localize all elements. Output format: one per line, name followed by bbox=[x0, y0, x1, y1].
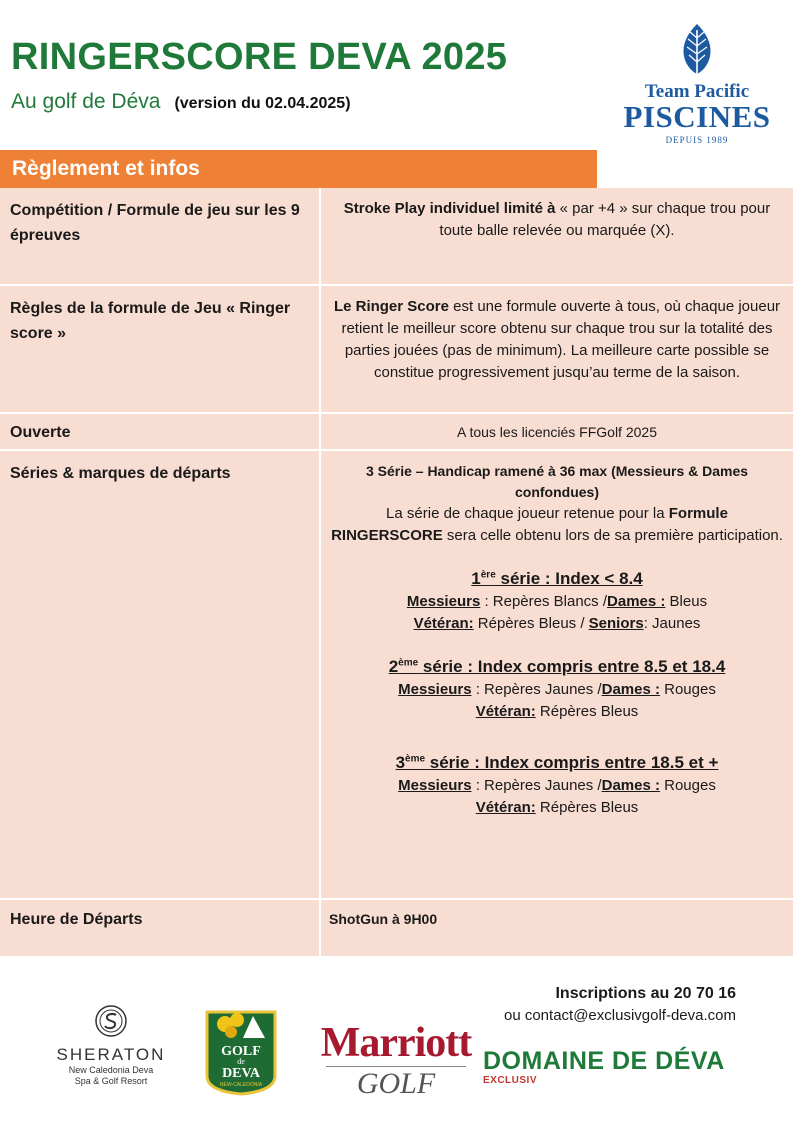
series-3-vet bbox=[329, 797, 785, 819]
series-1-women-label: Dames : bbox=[607, 593, 666, 610]
series-2-women-value: Rouges bbox=[659, 681, 716, 698]
version-label: (version du 02.04.2025) bbox=[174, 95, 351, 112]
series-1-men bbox=[329, 591, 785, 613]
start-label: Heure de Départs bbox=[0, 899, 320, 957]
domaine-sub: EXCLUSIV bbox=[483, 1075, 538, 1086]
series-1-text: série : Index < 8.4 bbox=[495, 569, 643, 588]
series-3-men-label: Messieurs bbox=[398, 777, 472, 794]
table-row bbox=[0, 899, 794, 957]
series-1-sup: ère bbox=[480, 569, 496, 581]
sheraton-logo bbox=[52, 1004, 170, 1087]
since-label: DEPUIS 1989 bbox=[665, 135, 729, 145]
series-2-women-label: Dames : bbox=[601, 681, 660, 698]
competition-label: Compétition / Formule de jeu sur les 9 épreuves bbox=[0, 188, 320, 285]
contact-email[interactable]: ou contact@exclusivgolf-deva.com bbox=[503, 1007, 736, 1024]
series-3-women-label: Dames : bbox=[601, 777, 660, 794]
series-2-vet-label: Vétéran: bbox=[475, 703, 536, 720]
rules-table bbox=[0, 188, 794, 958]
table-row bbox=[0, 450, 794, 899]
series-3-vet-value: Répères Bleus bbox=[535, 799, 639, 816]
series-intro-bold: 3 Série – Handicap ramené à 36 max (Messieurs & Dames confondues) bbox=[365, 463, 749, 500]
subtitle-row bbox=[11, 90, 351, 114]
series-3-women-value: Rouges bbox=[659, 777, 716, 794]
golf-deva-line2: de bbox=[237, 1057, 245, 1066]
competition-value-rest: « par +4 » sur chaque trou pour toute balle relevée ou marquée (X). bbox=[439, 200, 771, 239]
series-2-text: série : Index compris entre 8.5 et 18.4 bbox=[418, 657, 726, 676]
series-3-num: 3 bbox=[395, 753, 406, 772]
start-value: ShotGun à 9H00 bbox=[320, 899, 794, 957]
series-1-women-value: Bleus bbox=[665, 593, 708, 610]
sheraton-name: SHERATON bbox=[56, 1045, 166, 1064]
series-1-num: 1 bbox=[471, 569, 481, 588]
sheraton-emblem-icon bbox=[94, 1004, 128, 1038]
rules-value-bold: Le Ringer Score bbox=[333, 298, 449, 315]
marriott-golf-label: GOLF bbox=[356, 1067, 436, 1100]
section-title-bar: Règlement et infos bbox=[0, 150, 597, 188]
page-subtitle: Au golf de Déva bbox=[11, 90, 161, 113]
series-2-vet bbox=[329, 701, 785, 723]
series-2-men-label: Messieurs bbox=[398, 681, 472, 698]
series-label: Séries & marques de départs bbox=[0, 450, 320, 899]
series-2-vet-value: Répères Bleus bbox=[535, 703, 639, 720]
golf-deva-line3: DEVA bbox=[222, 1066, 260, 1081]
series-1-vet-label: Vétéran: bbox=[413, 615, 474, 632]
series-intro-formula: Formule RINGERSCORE bbox=[331, 505, 728, 544]
competition-value-bold: Stroke Play individuel limité à bbox=[343, 200, 556, 217]
rules-label: Règles de la formule de Jeu « Ringer score » bbox=[0, 285, 320, 413]
contact-block bbox=[504, 983, 736, 1027]
team-pacific-logo bbox=[616, 22, 778, 154]
series-value bbox=[320, 450, 794, 899]
marriott-name: Marriott bbox=[320, 1020, 472, 1066]
series-2-num: 2 bbox=[388, 657, 399, 676]
piscines-label: PISCINES bbox=[623, 99, 771, 134]
table-row bbox=[0, 188, 794, 285]
golf-deva-line4: NEW-CALEDONIA bbox=[219, 1082, 263, 1088]
marriott-golf-logo bbox=[320, 1022, 472, 1099]
golf-deva-logo bbox=[203, 1008, 279, 1096]
series-2-sup: ème bbox=[398, 657, 419, 669]
series-3-vet-label: Vétéran: bbox=[475, 799, 536, 816]
series-2-men-value: : Repères Jaunes / bbox=[471, 681, 602, 698]
rules-value bbox=[320, 285, 794, 413]
sheraton-sub2: Spa & Golf Resort bbox=[74, 1076, 148, 1086]
series-1-men-label: Messieurs bbox=[406, 593, 481, 610]
series-1-sen-label: Seniors bbox=[588, 615, 644, 632]
domaine-deva-logo bbox=[483, 1047, 725, 1086]
contact-phone: Inscriptions au 20 70 16 bbox=[555, 985, 736, 1002]
series-intro-post: sera celle obtenu lors de sa première participation. bbox=[442, 527, 783, 544]
series-1-vet-value: Répères Bleus / bbox=[473, 615, 589, 632]
competition-value bbox=[320, 188, 794, 285]
series-3-sup: ème bbox=[405, 753, 426, 765]
series-2-men bbox=[329, 679, 785, 701]
golf-deva-line1: GOLF bbox=[221, 1044, 261, 1059]
table-row bbox=[0, 285, 794, 413]
series-2-title bbox=[329, 655, 785, 679]
open-value: A tous les licenciés FFGolf 2025 bbox=[320, 413, 794, 450]
series-1-sen-value: : Jaunes bbox=[643, 615, 701, 632]
team-pacific-label: Team Pacific bbox=[644, 81, 750, 102]
series-intro-pre: La série de chaque joueur retenue pour la bbox=[386, 505, 669, 522]
series-3-men bbox=[329, 775, 785, 797]
sheraton-sub1: New Caledonia Deva bbox=[68, 1065, 154, 1075]
rules-value-rest: est une formule ouverte à tous, où chaque joueur retient le meilleur score obtenu sur chaque trou sur la totalité des parties jouées (pas de minimum). La meilleure carte possible se constitue progressivement jusqu’au terme de la saison. bbox=[341, 298, 781, 381]
series-3-title bbox=[329, 751, 785, 775]
series-1-vet bbox=[329, 613, 785, 635]
series-3-men-value: : Repères Jaunes / bbox=[471, 777, 602, 794]
series-intro bbox=[329, 503, 785, 547]
series-1-title bbox=[329, 567, 785, 591]
table-row bbox=[0, 413, 794, 450]
series-3-text: série : Index compris entre 18.5 et + bbox=[425, 753, 719, 772]
open-label: Ouverte bbox=[0, 413, 320, 450]
series-1-men-value: : Repères Blancs / bbox=[480, 593, 608, 610]
leaf-icon bbox=[679, 22, 715, 80]
domaine-name: DOMAINE DE DÉVA bbox=[483, 1047, 725, 1075]
page-title: RINGERSCORE DEVA 2025 bbox=[11, 36, 508, 78]
